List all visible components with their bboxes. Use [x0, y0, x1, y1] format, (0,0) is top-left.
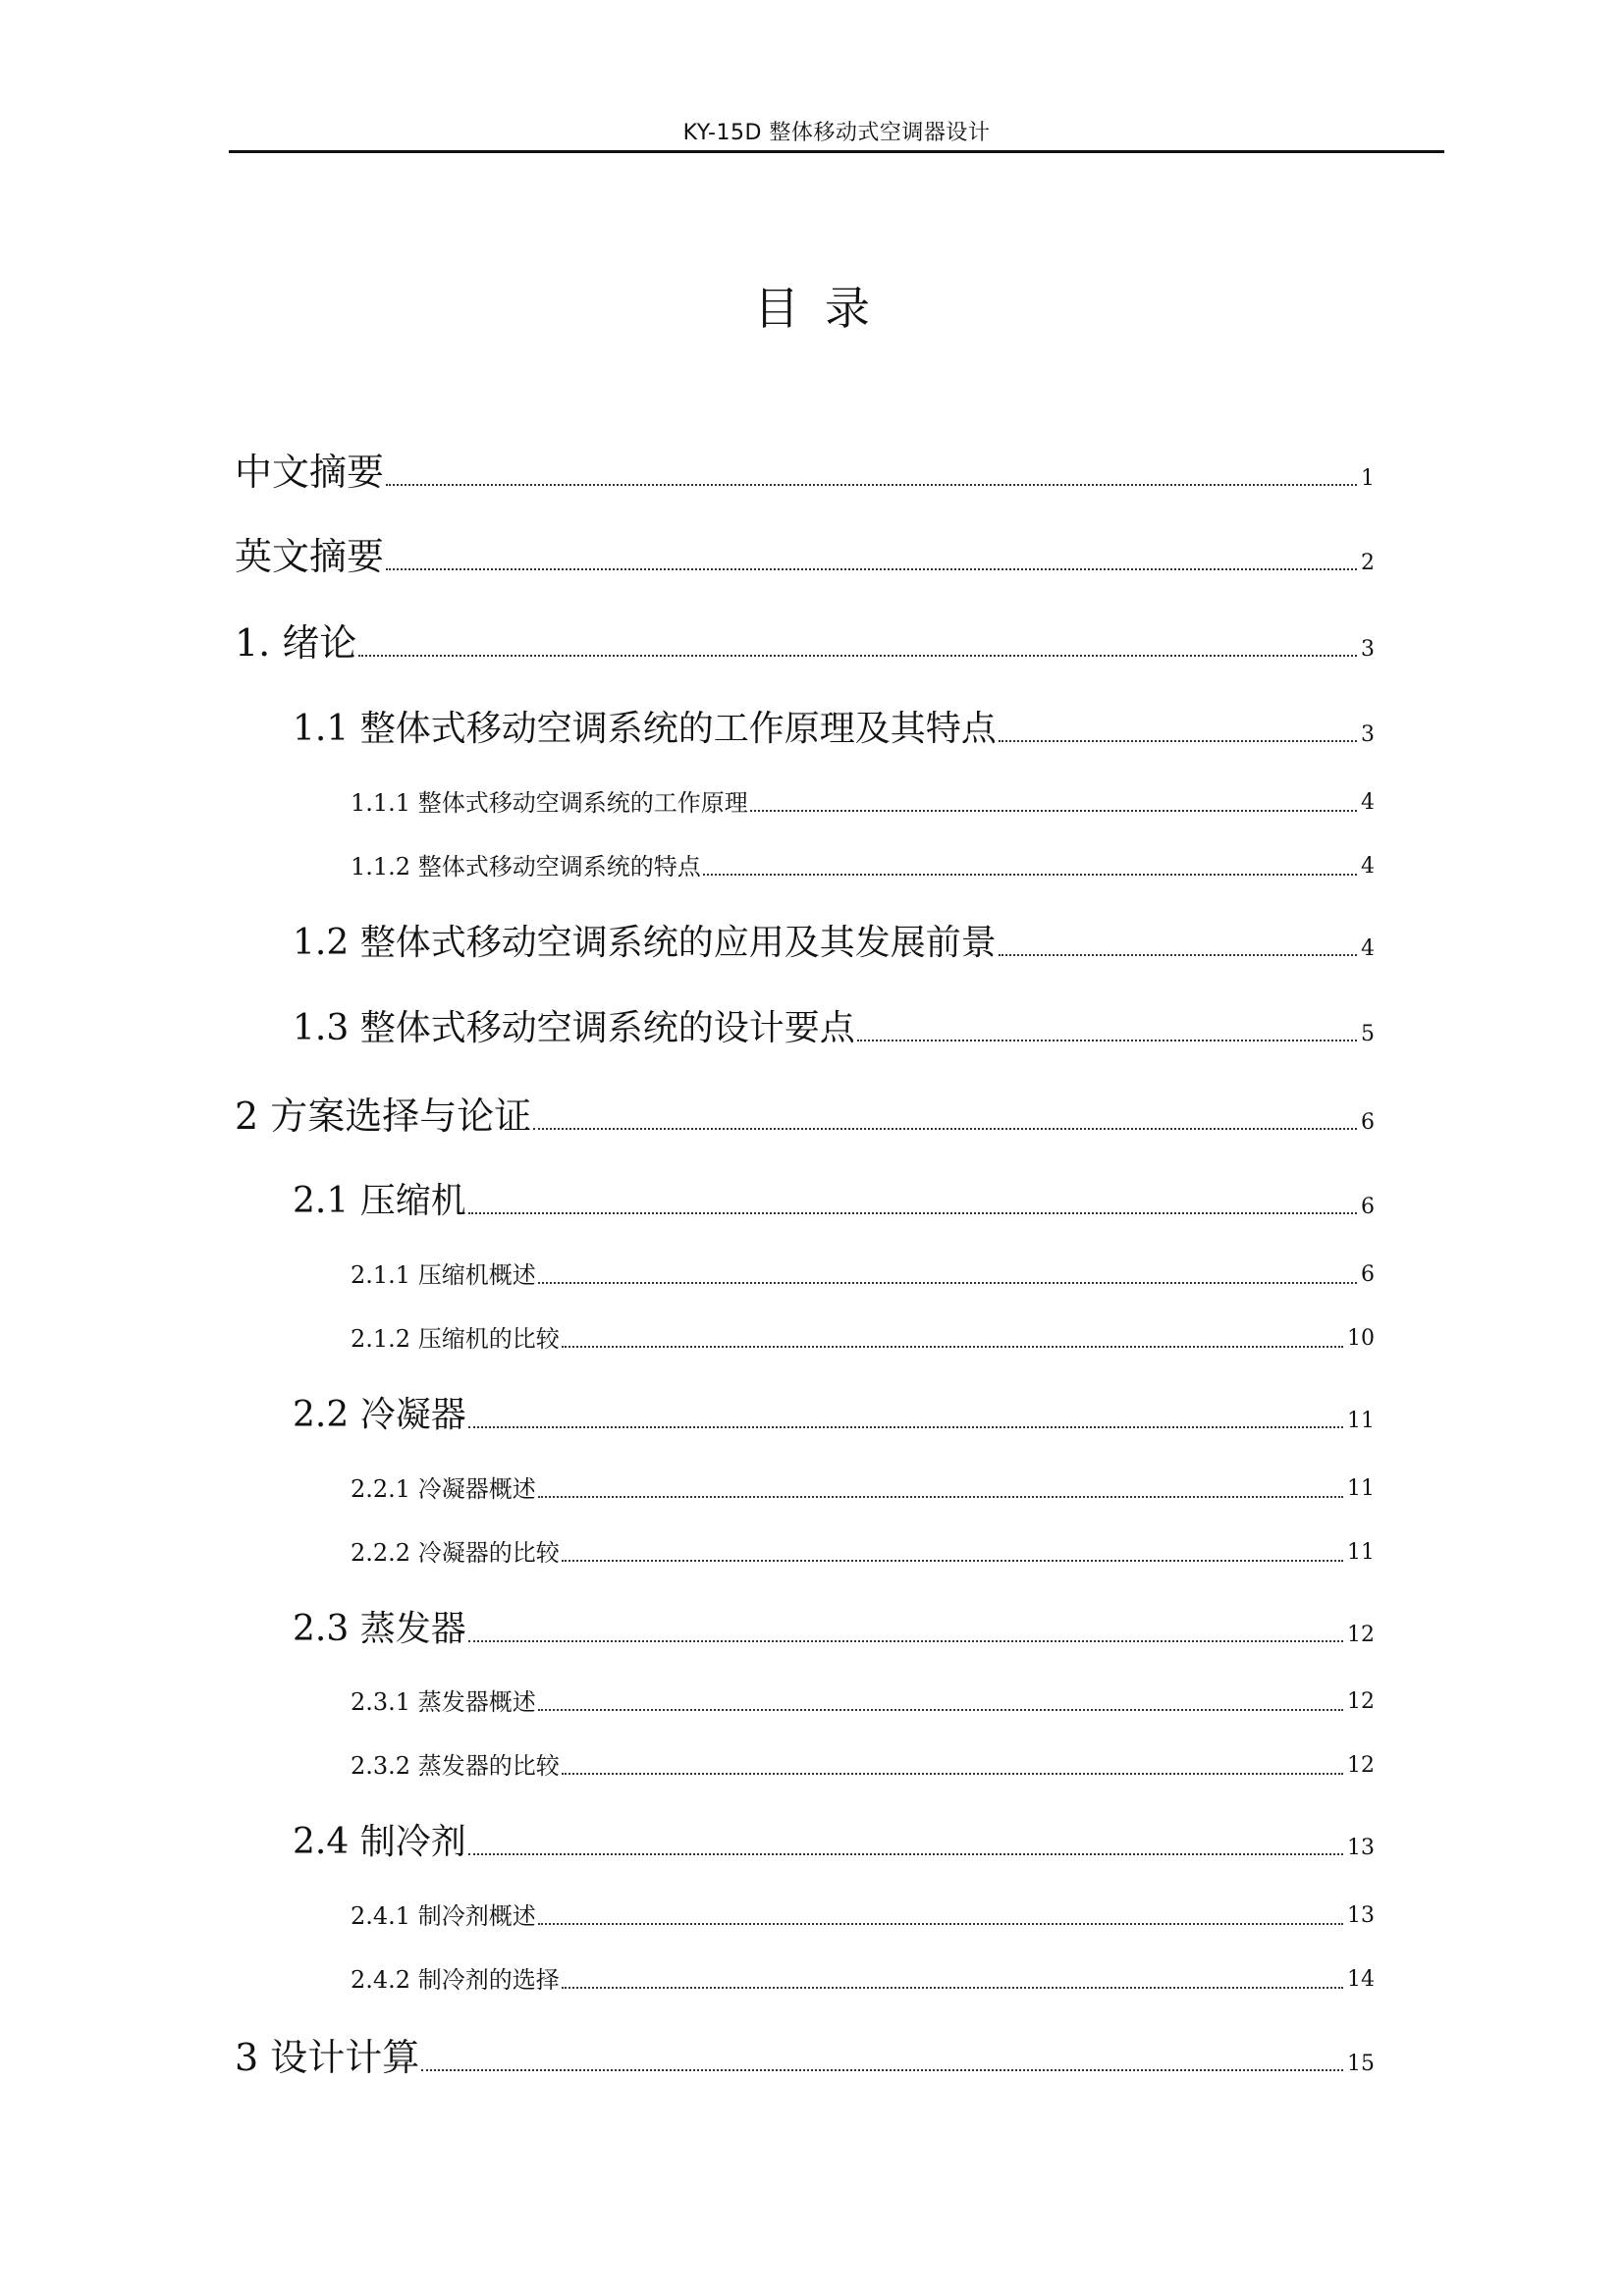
toc-page-number: 12 — [1347, 1689, 1375, 1714]
toc-entry-section-2-4-2[interactable] — [351, 1968, 1375, 1992]
toc-page-number: 6 — [1361, 1195, 1375, 1219]
toc-page-number: 6 — [1361, 1262, 1375, 1287]
dot-leader — [999, 954, 1357, 956]
toc-entry-label: 2.1.1 压缩机概述 — [351, 1261, 536, 1289]
toc-entry-section-2-1-2[interactable] — [351, 1327, 1375, 1351]
toc-entry-section-2-1-1[interactable] — [351, 1263, 1375, 1287]
dot-leader — [750, 810, 1357, 812]
toc-page-number: 3 — [1361, 637, 1375, 662]
toc-page-number: 4 — [1361, 936, 1375, 961]
toc-entry-label: 2.3.2 蒸发器的比较 — [351, 1752, 560, 1780]
dot-leader — [538, 1496, 1343, 1498]
toc-entry-label: 2.1.2 压缩机的比较 — [351, 1325, 560, 1353]
toc-page-number: 13 — [1347, 1903, 1375, 1928]
toc-entry-abstract-en[interactable] — [235, 535, 1375, 578]
dot-leader — [562, 1987, 1343, 1989]
toc-page-number: 13 — [1347, 1836, 1375, 1860]
toc-entry-section-1-1[interactable] — [293, 709, 1375, 749]
toc-page-number: 2 — [1361, 551, 1375, 575]
toc-entry-label: 2.3 蒸发器 — [293, 1609, 466, 1649]
toc-entry-section-2-3-2[interactable] — [351, 1754, 1375, 1778]
dot-leader — [386, 568, 1357, 570]
toc-page-number: 11 — [1347, 1476, 1375, 1501]
dot-leader — [358, 655, 1357, 657]
toc-page-number: 1 — [1361, 466, 1375, 491]
toc-entry-label: 英文摘要 — [235, 535, 385, 578]
toc-page-number: 5 — [1361, 1022, 1375, 1046]
dot-leader — [857, 1040, 1357, 1041]
toc-entry-section-2-2[interactable] — [293, 1395, 1375, 1435]
toc-page-number: 14 — [1347, 1967, 1375, 1992]
toc-entry-section-1-1-1[interactable] — [351, 791, 1375, 815]
toc-page-number: 4 — [1361, 790, 1375, 815]
toc-title: 目录 — [754, 282, 895, 335]
toc-entry-section-2-3[interactable] — [293, 1609, 1375, 1649]
toc-entry-section-1-1-2[interactable] — [351, 855, 1375, 879]
toc-entry-section-1-3[interactable] — [293, 1008, 1375, 1048]
toc-entry-abstract-cn[interactable] — [235, 451, 1375, 494]
toc-page-number: 11 — [1347, 1409, 1375, 1433]
toc-entry-label: 2.2 冷凝器 — [293, 1395, 466, 1435]
toc-entry-label: 2.2.1 冷凝器概述 — [351, 1475, 536, 1503]
toc-entry-chapter-3[interactable] — [235, 2036, 1375, 2079]
toc-page-number: 4 — [1361, 854, 1375, 879]
dot-leader — [562, 1560, 1343, 1562]
toc-page-number: 6 — [1361, 1110, 1375, 1135]
toc-entry-label: 1.3 整体式移动空调系统的设计要点 — [293, 1008, 855, 1048]
dot-leader — [386, 484, 1357, 486]
toc-entry-section-2-2-2[interactable] — [351, 1541, 1375, 1565]
toc-entry-label: 1.1.1 整体式移动空调系统的工作原理 — [351, 789, 748, 817]
dot-leader — [533, 1128, 1357, 1130]
dot-leader — [703, 874, 1357, 876]
toc-entry-label: 1.2 整体式移动空调系统的应用及其发展前景 — [293, 923, 997, 963]
toc-page-number: 12 — [1347, 1753, 1375, 1778]
toc-entry-label: 1.1.2 整体式移动空调系统的特点 — [351, 853, 701, 881]
running-header: KY-15D 整体移动式空调器设计 — [682, 121, 991, 145]
toc-entry-section-1-2[interactable] — [293, 923, 1375, 963]
toc-entry-chapter-2[interactable] — [235, 1095, 1375, 1138]
dot-leader — [468, 1212, 1357, 1214]
toc-entry-label: 中文摘要 — [235, 451, 385, 494]
toc-entry-section-2-1[interactable] — [293, 1181, 1375, 1221]
dot-leader — [562, 1773, 1343, 1775]
toc-entry-label: 2.4 制冷剂 — [293, 1822, 466, 1862]
dot-leader — [468, 1426, 1343, 1428]
toc-entry-chapter-1[interactable] — [235, 621, 1375, 665]
toc-page-number: 3 — [1361, 722, 1375, 747]
toc-page-number: 15 — [1347, 2052, 1375, 2076]
dot-leader — [562, 1346, 1343, 1348]
toc-entry-label: 1.1 整体式移动空调系统的工作原理及其特点 — [293, 709, 997, 749]
dot-leader — [468, 1853, 1343, 1855]
toc-entry-label: 3 设计计算 — [235, 2036, 420, 2079]
dot-leader — [421, 2069, 1343, 2071]
toc-entry-label: 2 方案选择与论证 — [235, 1095, 532, 1138]
toc-entry-section-2-4[interactable] — [293, 1822, 1375, 1862]
toc-entry-section-2-4-1[interactable] — [351, 1904, 1375, 1928]
dot-leader — [468, 1640, 1343, 1642]
dot-leader — [538, 1923, 1343, 1925]
dot-leader — [538, 1709, 1343, 1711]
toc-entry-section-2-3-1[interactable] — [351, 1690, 1375, 1714]
toc-entry-label: 2.4.2 制冷剂的选择 — [351, 1966, 560, 1994]
dot-leader — [538, 1282, 1357, 1284]
toc-entry-label: 1. 绪论 — [235, 621, 357, 665]
toc-entry-label: 2.3.1 蒸发器概述 — [351, 1688, 536, 1716]
toc-page-number: 12 — [1347, 1623, 1375, 1647]
dot-leader — [999, 740, 1357, 742]
toc-entry-label: 2.2.2 冷凝器的比较 — [351, 1539, 560, 1567]
toc-entry-label: 2.4.1 制冷剂概述 — [351, 1902, 536, 1930]
toc-page-number: 11 — [1347, 1540, 1375, 1565]
toc-entry-label: 2.1 压缩机 — [293, 1181, 466, 1221]
toc-entry-section-2-2-1[interactable] — [351, 1477, 1375, 1501]
toc-page-number: 10 — [1347, 1326, 1375, 1351]
